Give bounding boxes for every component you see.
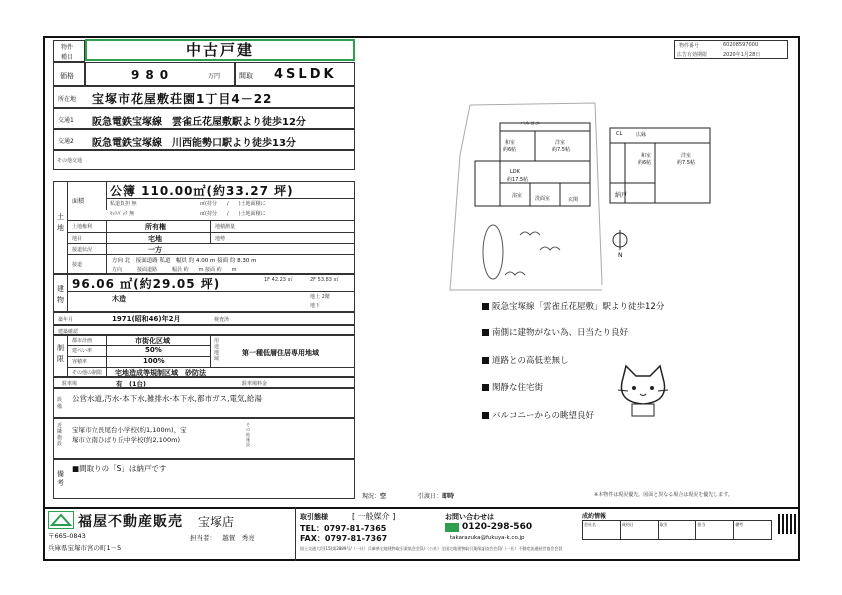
transport-label-1: 交通1 bbox=[58, 117, 74, 124]
contact-person: 担当者： 越賀 秀亮 bbox=[190, 534, 255, 542]
fp-washitsu-2-size: 約6帖 bbox=[638, 160, 652, 166]
freedial-icon bbox=[445, 523, 459, 532]
property-no: 6020859700U bbox=[723, 42, 759, 48]
contract-label: 成約情報 bbox=[582, 513, 607, 520]
contract-cell-4: 担当 bbox=[696, 521, 734, 539]
price-label: 価格 bbox=[60, 72, 74, 80]
far-value: 100% bbox=[143, 357, 165, 365]
price-label-box bbox=[53, 62, 85, 86]
fp-ldk: LDK bbox=[510, 169, 520, 175]
location-value: 宝塚市花屋敷荘園1丁目4－22 bbox=[92, 92, 273, 106]
property-no-label: 物件番号 bbox=[679, 43, 700, 49]
rights-value: 所有権 bbox=[145, 223, 166, 231]
zone-value: 第一種低層住居専用地域 bbox=[242, 349, 319, 357]
land-section-label: 土地 bbox=[57, 213, 64, 232]
basement: 地下 bbox=[310, 303, 321, 309]
built-row bbox=[53, 312, 355, 325]
fp-washitsu-1-size: 約6帖 bbox=[503, 147, 517, 153]
road-detail-2: 方向 接面道路 幅員 約 m 接面 約 m bbox=[112, 267, 237, 273]
location-row bbox=[53, 86, 355, 108]
share-1: ㎡(持分 / )土地面積に bbox=[200, 201, 266, 207]
transport-value-2: 阪急電鉄宝塚線 川西能勢口駅より徒歩13分 bbox=[92, 138, 296, 149]
share-2: ㎡(持分 / )土地面積に bbox=[200, 211, 266, 217]
road-label: 接道 bbox=[72, 262, 83, 268]
parking-label: 駐車場 bbox=[62, 381, 78, 387]
facilities-label: 設備 bbox=[57, 397, 63, 410]
feature-1: 阪急宝塚線「雲雀丘花屋敷」駅より徒歩12分 bbox=[482, 300, 664, 312]
qr-code-icon bbox=[778, 514, 798, 534]
company-branch: 宝塚店 bbox=[198, 515, 235, 529]
fp-ldk-size: 約17.5帖 bbox=[507, 177, 529, 183]
notes-label: 備考 bbox=[57, 470, 64, 487]
company-address: 兵庫県宝塚市宮の町1－5 bbox=[48, 544, 122, 552]
fp-youshitsu-2-size: 約7.5帖 bbox=[677, 160, 695, 166]
disclaimer: ※本物件は現況優先。図面と異なる場合は現況を優先します。 bbox=[594, 492, 733, 498]
parking-row bbox=[53, 377, 355, 388]
parking-fee-label: 駐車場料金 bbox=[242, 381, 268, 387]
cat-mascot-icon bbox=[612, 362, 674, 418]
other-value: 宅地造成等規制区域 砂防法 bbox=[115, 369, 206, 377]
transport-row-3 bbox=[53, 150, 355, 170]
transport-value-1: 阪急電鉄宝塚線 雲雀丘花屋敷駅より徒歩12分 bbox=[92, 117, 306, 128]
fp-cl-1: CL bbox=[616, 131, 623, 137]
handover: 引渡日：即時 bbox=[418, 493, 455, 500]
property-type: 中古戸建 bbox=[85, 39, 355, 61]
inspection-row bbox=[53, 325, 355, 335]
type-label-box bbox=[53, 40, 85, 62]
contract-cell-1: 会社名 bbox=[583, 521, 621, 539]
fp-north: N bbox=[618, 252, 623, 259]
price-box bbox=[85, 62, 235, 86]
parking-value: 有 (1台) bbox=[116, 380, 146, 388]
fp-storage: 納戸 bbox=[615, 192, 628, 199]
transport-row-1 bbox=[53, 108, 355, 129]
price-value: 980 bbox=[131, 68, 175, 82]
location-label: 所在地 bbox=[58, 96, 77, 103]
floor-plan-drawing bbox=[400, 95, 740, 295]
fp-youshitsu-2: 洋室 bbox=[681, 153, 692, 159]
road-status: 一方 bbox=[148, 246, 162, 254]
contract-cell-2: 成約日 bbox=[621, 521, 659, 539]
bcr-value: 50% bbox=[145, 346, 162, 354]
chisei-label: 地勢 bbox=[215, 236, 226, 242]
license-info: 国土交通大臣(15)第2889号/（一社）兵庫県宅地建物取引業協会会員/（公社）全国宅地建物取引業保証協会会員/（一社）不動産流通経営協会会員 bbox=[300, 546, 563, 551]
layout-box bbox=[235, 62, 355, 86]
jimoku-label: 地目 bbox=[72, 236, 83, 242]
nearby-line-2: 塚市立南ひばり丘中学校(約2,100m) bbox=[72, 436, 181, 444]
nearby-line-1: 宝塚市立長尾台小学校(約1,100m)、宝 bbox=[72, 426, 187, 434]
fp-hiroen: 広縁 bbox=[636, 132, 647, 138]
plan-value: 市街化区域 bbox=[135, 337, 170, 345]
built-value: 1971(昭和46)年2月 bbox=[112, 315, 181, 323]
restriction-label: 制限 bbox=[57, 344, 64, 363]
deal-value: [ 一般媒介 ] bbox=[352, 512, 396, 521]
setback: ｾｯﾄﾊﾞｯｸ 無 bbox=[110, 211, 135, 217]
floor2-area: 2F 53.83 ㎡ bbox=[310, 277, 339, 283]
fp-youshitsu-1-size: 約7.5帖 bbox=[552, 147, 570, 153]
type-label-1: 物件 bbox=[61, 44, 74, 51]
fp-balcony: バルコニー bbox=[520, 121, 546, 127]
building-section-label: 建物 bbox=[57, 285, 64, 304]
land-area: 公簿 110.00㎡(約33.27 坪) bbox=[110, 184, 294, 198]
deal-label: 取引態様 bbox=[300, 513, 328, 521]
private-road: 私道負担 無 bbox=[110, 201, 137, 207]
built-label: 築年月 bbox=[58, 317, 74, 323]
fp-washroom: 洗面室 bbox=[535, 196, 551, 202]
chiseki-label: 地積測量 bbox=[215, 224, 236, 230]
company-postal: 〒665-0843 bbox=[48, 532, 86, 540]
notes-value: ■間取りの「S」は納戸です bbox=[72, 464, 167, 473]
fp-washitsu-2: 和室 bbox=[641, 153, 652, 159]
feature-5: バルコニーからの眺望良好 bbox=[482, 409, 594, 421]
expiry-label: 広告有効期限 bbox=[677, 52, 708, 58]
building-area: 96.06 ㎡(約29.05 坪) bbox=[72, 277, 221, 291]
nearby-side-label: その他施設 bbox=[246, 422, 250, 447]
company-tel: TEL：0797-81-7365 bbox=[300, 524, 387, 533]
feature-4: 閑静な住宅街 bbox=[482, 381, 543, 393]
layout-value: 4SLDK bbox=[274, 67, 337, 82]
expiry: 2020年1月28日 bbox=[723, 52, 761, 58]
contract-cell-3: 取引 bbox=[659, 521, 697, 539]
building-inspection-label: 建築確認 bbox=[58, 329, 79, 335]
feature-3: 道路との高低差無し bbox=[482, 354, 569, 366]
other-label: その他の制限 bbox=[72, 370, 103, 376]
structure: 木造 bbox=[112, 295, 126, 303]
zone-label: 用途地域 bbox=[214, 338, 220, 362]
layout-label: 間取 bbox=[239, 72, 253, 80]
transport-label-2: 交通2 bbox=[58, 138, 74, 145]
floors: 地上 2階 bbox=[310, 294, 330, 300]
road-status-label: 接道状況 bbox=[72, 247, 93, 253]
contract-table bbox=[582, 520, 772, 540]
far-label: 容積率 bbox=[72, 359, 88, 365]
floor1-area: 1F 42.23 ㎡ bbox=[264, 277, 293, 283]
facilities-row bbox=[53, 388, 355, 418]
feature-2: 南側に建物がない為、日当たり良好 bbox=[482, 326, 628, 338]
company-fax: FAX：0797-81-7367 bbox=[300, 534, 388, 543]
company-email[interactable]: takarazuka@fukuya-k.co.jp bbox=[450, 535, 525, 541]
transport-label-3: その他交通 bbox=[57, 158, 83, 164]
fp-youshitsu-1: 洋室 bbox=[555, 140, 566, 146]
facilities-value: 公営水道,汚水-本下水,雑排水-本下水,都市ガス,電気,給湯 bbox=[72, 394, 262, 403]
transport-row-2 bbox=[53, 129, 355, 150]
road-detail-1: 方向 北 接面道路 私道 幅員 約 4.00 m 接面 約 8.30 m bbox=[112, 258, 257, 264]
rights-label: 土地権利 bbox=[72, 224, 93, 230]
inquiry-label: お問い合わせは bbox=[445, 513, 494, 521]
plan-label: 都市計画 bbox=[72, 338, 93, 344]
fp-genkan: 玄関 bbox=[568, 197, 579, 203]
contract-cell-5: 備考 bbox=[735, 522, 744, 527]
fp-bath: 浴室 bbox=[512, 193, 523, 199]
notes-row bbox=[53, 459, 355, 499]
nearby-label: 近隣施設 bbox=[57, 423, 63, 447]
land-area-label: 面積 bbox=[72, 198, 85, 205]
price-unit: 万円 bbox=[208, 73, 221, 80]
type-label-2: 種目 bbox=[61, 54, 74, 61]
company-logo-icon bbox=[48, 511, 74, 529]
company-name: 福屋不動産販売 bbox=[78, 514, 183, 530]
nearby-row bbox=[53, 418, 355, 459]
jimoku-value: 宅地 bbox=[148, 235, 162, 243]
current-status: 現況：空 bbox=[362, 493, 387, 500]
freedial: 0120-298-560 bbox=[462, 522, 533, 532]
inspection-label: 検査済 bbox=[214, 317, 230, 323]
bcr-label: 建ぺい率 bbox=[72, 348, 93, 354]
meta-box bbox=[674, 40, 788, 59]
fp-washitsu-1: 和室 bbox=[505, 140, 516, 146]
